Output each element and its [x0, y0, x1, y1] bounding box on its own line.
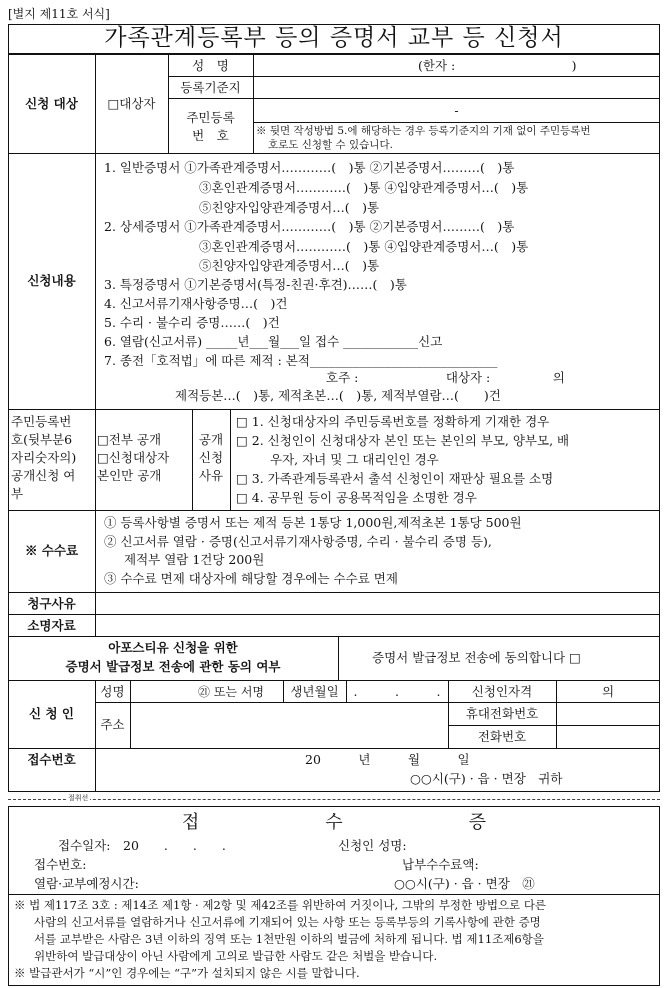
cut-line-label: 절취선 — [68, 794, 89, 802]
apostille-question-1: 아포스티유 신청을 위한 — [108, 640, 238, 655]
content-line: ③혼인관계증명서…………( )통 ④입양관계증명서…( )통 — [199, 239, 529, 254]
option-self-only[interactable]: □신청대상자 — [97, 450, 170, 465]
receipt-office: ○○시(구) · 읍 · 면장 ㉑ — [394, 876, 535, 891]
fee-label: ※ 수수료 — [24, 543, 79, 558]
applicant-qual-field[interactable]: 의 — [601, 684, 615, 699]
rrn-label-2: 번 호 — [192, 128, 229, 143]
applicant-phone-field[interactable] — [557, 726, 659, 747]
receipt-fee: 납부수수료액: — [402, 857, 479, 872]
applicant-phone-label: 전화번호 — [477, 729, 527, 744]
fee-line: ③ 수수료 면제 대상자에 해당할 경우에는 수수료 면제 — [104, 571, 398, 586]
applicant-addr-label: 주소 — [100, 717, 125, 732]
reason-option-3[interactable]: □ 3. 가족관계등록관서 출석 신청인이 재판상 필요를 소명 — [236, 471, 554, 486]
reason-option-2-cont: 우자, 자녀 및 그 대리인인 경우 — [270, 452, 439, 467]
rrn-disclosure-label: 호(뒷부분6 — [11, 432, 73, 447]
content-line: 1. 일반증명서 ①가족관계증명서…………( )통 ②기본증명서………( )통 — [104, 160, 515, 175]
receipt-time: 열람·교부예정시간: — [34, 876, 139, 891]
rrn-disclosure-label: 주민등록번 — [11, 414, 72, 429]
claim-reason-field[interactable] — [96, 593, 658, 613]
fee-line: 제적부 열람 1건당 200원 — [124, 552, 265, 567]
name-label: 성 명 — [192, 58, 229, 73]
applicant-addr-field[interactable] — [131, 703, 447, 747]
receipt-applicant: 신청인 성명: — [338, 838, 407, 853]
date-line: 20 년 월 일 — [305, 752, 470, 767]
content-line: 제적등본…( )통, 제적초본…( )통, 제적부열람…( )건 — [175, 388, 501, 403]
reason-label: 공개 — [198, 432, 224, 447]
note-line: 사람의 신고서류를 열람하거나 신고서류에 기재되어 있는 사항 또는 등록부등의 기록사항에 관한 증명 — [34, 915, 541, 929]
form-title: 가족관계등록부 등의 증명서 교부 등 신청서 — [104, 25, 564, 51]
note-line: ※ 발급관서가 “시”인 경우에는 “구”가 설치되지 않은 시를 말합니다. — [14, 966, 360, 980]
target-label: 신청 대상 — [25, 96, 78, 111]
reason-label: 신청 — [198, 450, 224, 465]
rrn-note-2: 호로도 신청할 수 있습니다. — [268, 139, 393, 151]
fee-line: ② 신고서류 열람 · 증명(신고서류기재사항증명, 수리 · 불수리 증명 등), — [104, 534, 492, 549]
content-line: 호주 : 대상자 : 의 — [326, 370, 565, 385]
content-line: 7. 종전「호적법」에 따른 제적 : 본적______________________________ — [104, 353, 498, 368]
rrn-disclosure-label: 부 — [11, 486, 24, 501]
content-line: 2. 상세증명서 ①가족관계증명서…………( )통 ②기본증명서………( )통 — [104, 219, 515, 234]
applicant-qual-label: 신청인자격 — [471, 684, 533, 699]
applicant-mobile-field[interactable] — [557, 703, 659, 724]
option-full-disclosure[interactable]: □전부 공개 — [97, 432, 162, 447]
content-line: ⑤친양자입양관계증명서…( )통 — [199, 258, 380, 273]
receipt-title: 접 수 증 — [181, 812, 487, 833]
proof-field[interactable] — [96, 615, 658, 635]
note-line: 위반하여 발급대상이 아닌 사람에게 고의로 발급한 사람도 같은 처벌을 받습니다. — [34, 949, 438, 963]
receipt-date: 접수일자: 20 . . . — [58, 838, 226, 853]
hanja-field[interactable]: (한자 : ) — [418, 58, 577, 73]
cut-line — [8, 799, 660, 800]
reason-option-1[interactable]: □ 1. 신청대상자의 주민등록번호를 정확하게 기재한 경우 — [236, 414, 550, 429]
applicant-name-label: 성명 — [100, 684, 125, 699]
form-number: [별지 제11호 서식] — [8, 7, 110, 21]
content-line: 3. 특정증명서 ①기본증명서(특정-친권·후견)……( )통 — [104, 277, 407, 292]
contents-label: 신청내용 — [27, 273, 76, 288]
rrn-dash[interactable]: - — [454, 103, 459, 118]
content-line: ③혼인관계증명서…………( )통 ④입양관계증명서…( )통 — [199, 180, 529, 195]
proof-label: 소명자료 — [27, 618, 76, 633]
content-line: 4. 신고서류기재사항증명…( )건 — [104, 296, 288, 311]
target-checkbox[interactable]: □대상자 — [107, 96, 156, 111]
applicant-sign-mark[interactable]: ㉑ 또는 서명 — [198, 685, 264, 699]
reason-label: 사유 — [198, 468, 224, 483]
content-line: 6. 열람(신고서류) _____년___월___일 접수 ____________신고 — [104, 334, 443, 349]
apostille-question-2: 증명서 발급정보 전송에 관한 동의 여부 — [65, 659, 281, 674]
rrn-disclosure-label: 자리숫자의) — [11, 450, 77, 465]
fee-line: ① 등록사항별 증명서 또는 제적 등본 1통당 1,000원,제적초본 1통당 500원 — [104, 515, 522, 530]
content-line: ⑤친양자입양관계증명서…( )통 — [199, 200, 380, 215]
rrn-note-1: ※ 뒷면 작성방법 5.에 해당하는 경우 등록기준지의 기재 없이 주민등록번 — [256, 125, 591, 137]
title-box — [8, 24, 660, 54]
applicant-label: 신 청 인 — [29, 706, 74, 721]
reason-option-2[interactable]: □ 2. 신청인이 신청대상자 본인 또는 본인의 부모, 양부모, 배 — [236, 433, 570, 448]
content-line: 5. 수리 · 불수리 증명……( )건 — [104, 315, 280, 330]
receipt-no-label: 접수번호 — [27, 752, 76, 767]
reason-option-4[interactable]: □ 4. 공무원 등이 공용목적임을 소명한 경우 — [236, 490, 477, 505]
rrn-disclosure-label: 공개신청 여 — [11, 468, 76, 483]
claim-reason-label: 청구사유 — [27, 596, 76, 611]
applicant-birth-field[interactable]: . . . — [353, 684, 441, 699]
applicant-birth-label: 생년월일 — [290, 684, 339, 699]
apostille-consent-checkbox[interactable]: 증명서 발급정보 전송에 동의합니다 □ — [372, 650, 581, 665]
office-line: ○○시(구) · 읍 · 면장 귀하 — [410, 771, 563, 786]
applicant-mobile-label: 휴대전화번호 — [465, 706, 539, 721]
rrn-label-1: 주민등록 — [186, 110, 235, 125]
registry-label: 등록기준지 — [180, 80, 241, 95]
receipt-number: 접수번호: — [34, 857, 87, 872]
note-line: 서를 교부받은 사람은 3년 이하의 징역 또는 1천만원 이하의 벌금에 처하게 됩니다. 법 제11조제6항을 — [34, 932, 544, 946]
option-self-only-2: 본인만 공개 — [97, 468, 162, 483]
note-line: ※ 법 제117조 3호 : 제14조 제1항 · 제2항 및 제42조를 위반하여 거짓이나, 그밖의 부정한 방법으로 다른 — [14, 898, 547, 912]
